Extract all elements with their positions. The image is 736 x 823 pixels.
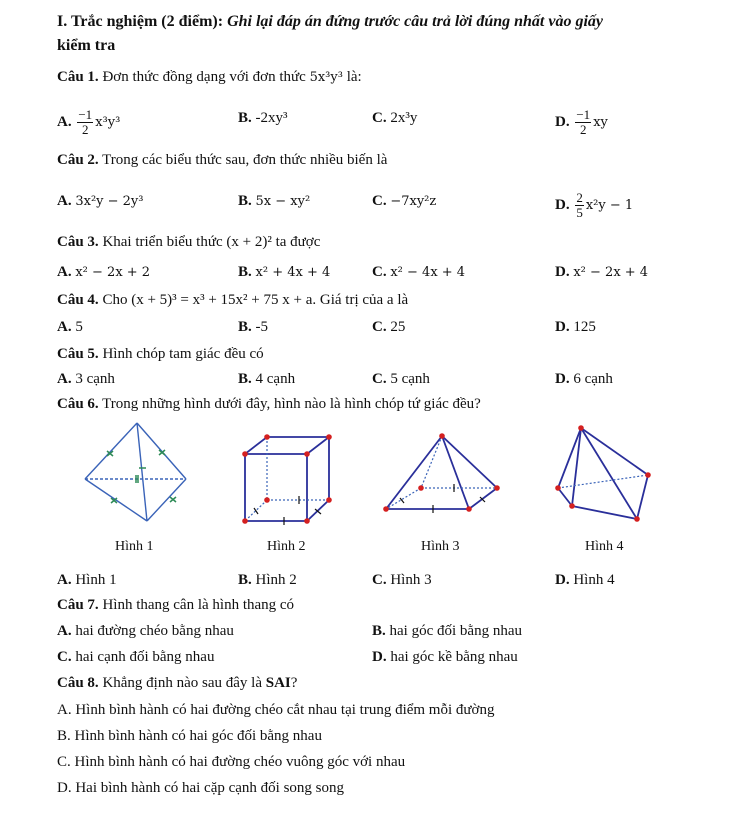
q7-option-b[interactable]: B. hai góc đối bằng nhau [372,623,522,639]
section-title-line2: kiểm tra [57,37,116,54]
figure-3-pyramid [380,428,505,518]
section-title-bold: I. Trắc nghiệm (2 điểm): [57,13,224,30]
q1-option-d[interactable]: D. $\frac{-1}{2}$ xy [555,107,608,137]
emphasis-sai: SAI [265,675,291,691]
q5-option-d[interactable]: D. 6 cạnh [555,371,613,387]
question-7: Câu 7. Hình thang cân là hình thang có [57,597,295,613]
q4-option-b[interactable]: B. -5 [238,319,269,335]
q3-option-c[interactable]: C. x² − 4x + 4 [372,264,466,280]
q5-option-b[interactable]: B. 4 cạnh [238,371,296,387]
figure-3-caption: Hình 3 [421,539,460,554]
q6-option-c[interactable]: C. Hình 3 [372,572,432,588]
q7-option-d[interactable]: D. hai góc kề bằng nhau [372,649,518,665]
question-3: Câu 3. Khai triển biểu thức (x + 2)² ta được [57,234,321,250]
section-title [57,12,603,32]
q7-option-a[interactable]: A. hai đường chéo bằng nhau [57,623,234,639]
q7-option-c[interactable]: C. hai cạnh đối bằng nhau [57,649,215,665]
question-8: Câu 8. Khẳng định nào sau đây là SAI? [57,675,298,691]
figure-4-pyramid [552,424,657,524]
figure-1-tetrahedron [80,420,190,525]
fraction: $\frac{2}{5}$ [576,190,583,220]
section-instruction: Ghi lại đáp án đứng trước câu trả lời đúng nhất vào giấy [227,13,604,30]
q5-option-c[interactable]: C. 5 cạnh [372,371,430,387]
fraction: $\frac{-1}{2}$ [78,107,93,137]
figure-2-cube [238,430,338,525]
q3-option-b[interactable]: B. x² + 4x + 4 [238,264,331,280]
figure-1-caption: Hình 1 [115,539,154,554]
q3-option-a[interactable]: A. x² − 2x + 2 [57,264,151,280]
question-2: Câu 2. Trong các biểu thức sau, đơn thức nhiều biến là [57,152,388,168]
figure-2-caption: Hình 2 [267,539,306,554]
question-4: Câu 4. Cho (x + 5)³ = x³ + 15x² + 75 x + a. Giá trị của a là [57,292,409,308]
q6-option-a[interactable]: A. Hình 1 [57,572,117,588]
q4-option-a[interactable]: A. 5 [57,319,83,335]
figure-4-caption: Hình 4 [585,539,624,554]
q2-option-c[interactable]: C. −7xy²z [372,193,437,209]
question-6: Câu 6. Trong những hình dưới đây, hình nào là hình chóp tứ giác đều? [57,396,481,412]
q1-option-c[interactable]: C. 2x³y [372,110,418,126]
q6-option-b[interactable]: B. Hình 2 [238,572,297,588]
q2-option-b[interactable]: B. 5x − xy² [238,193,311,209]
question-1: Câu 1. Đơn thức đồng dạng với đơn thức 5x³y³ là: [57,69,362,85]
q3-option-d[interactable]: D. x² − 2x + 4 [555,264,649,280]
q8-option-c[interactable]: C. Hình bình hành có hai đường chéo vuông góc với nhau [57,754,406,770]
q1-option-a[interactable]: A. $\frac{-1}{2}$ x³y³ [57,107,121,137]
q8-option-b[interactable]: B. Hình bình hành có hai góc đối bằng nhau [57,728,322,744]
q4-option-c[interactable]: C. 25 [372,319,406,335]
q5-option-a[interactable]: A. 3 cạnh [57,371,115,387]
question-5: Câu 5. Hình chóp tam giác đều có [57,346,264,362]
q6-option-d[interactable]: D. Hình 4 [555,572,615,588]
q2-option-d[interactable]: D. $\frac{2}{5}$ x²y − 1 [555,190,634,220]
q4-option-d[interactable]: D. 125 [555,319,596,335]
q2-option-a[interactable]: A. 3x²y − 2y³ [57,193,144,209]
fraction: $\frac{-1}{2}$ [576,107,591,137]
q1-option-b[interactable]: B. -2xy³ [238,110,288,126]
q8-option-a[interactable]: A. Hình bình hành có hai đường chéo cắt nhau tại trung điểm mỗi đường [57,702,495,718]
q8-option-d[interactable]: D. Hai bình hành có hai cặp cạnh đối song song [57,780,345,796]
